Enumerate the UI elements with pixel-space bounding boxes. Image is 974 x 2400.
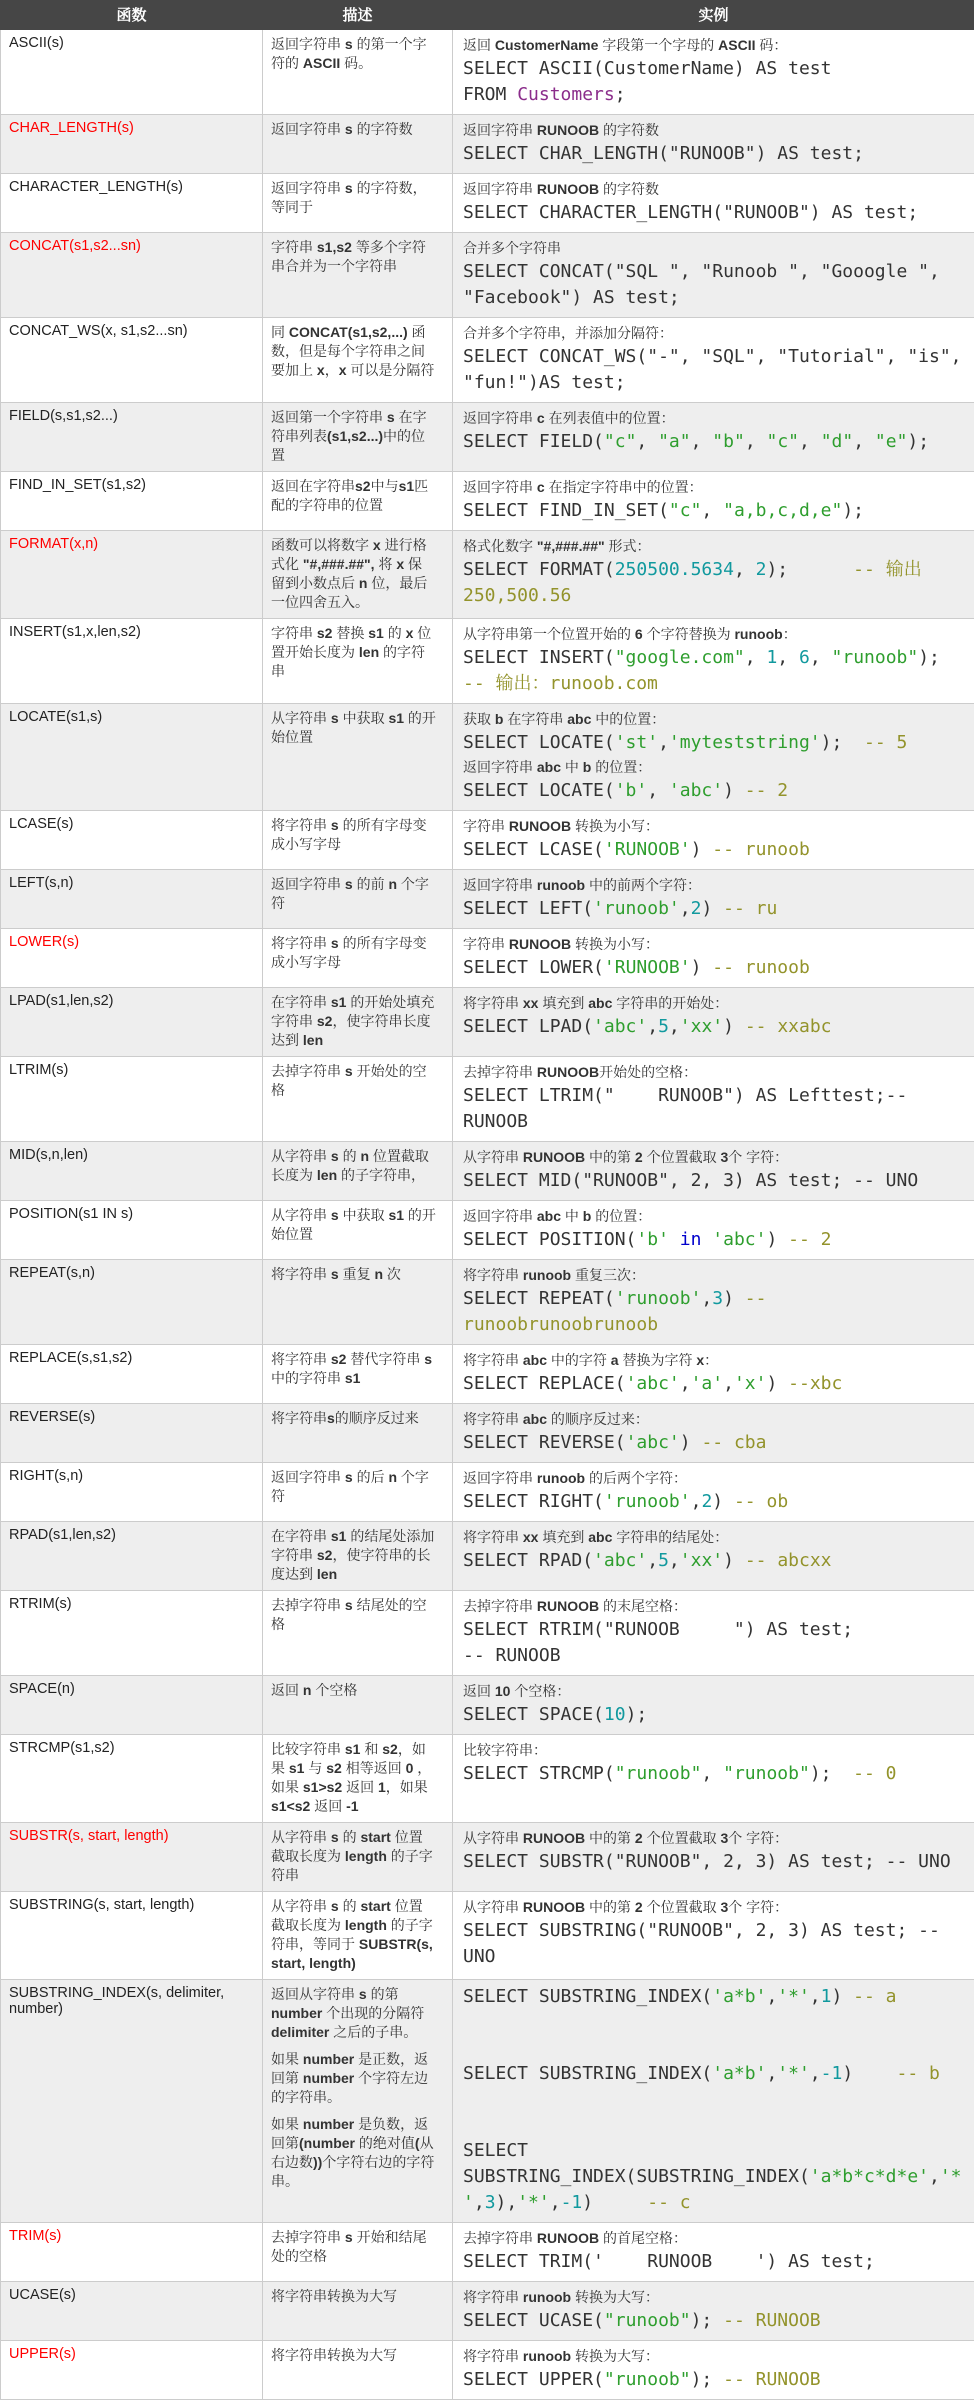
- function-cell: [1, 1260, 263, 1345]
- table-row: [1, 1823, 974, 1892]
- table-row: [1, 929, 974, 988]
- description-text: 比较字符串 s1 和 s2，如果 s1 与 s2 相等返回 0 ，如果 s1>s2 返回 1，如果 s1<s2 返回 -1: [271, 1740, 436, 1816]
- example-code-line: SELECT TRIM(' RUNOOB ') AS test;: [463, 2249, 966, 2274]
- description-cell: [263, 1345, 453, 1404]
- description-cell: [263, 1057, 453, 1142]
- example-code-line: SELECT REPEAT('runoob',3) --: [463, 1286, 966, 1311]
- example-cell: [453, 1142, 974, 1201]
- example-cell: [453, 30, 974, 115]
- function-name: LCASE(s): [9, 816, 73, 832]
- example-text-line: 将字符串 abc 中的字符 a 替换为字符 x：: [463, 1351, 966, 1370]
- example-cell: [453, 1980, 974, 2223]
- function-cell: [1, 531, 263, 619]
- example-code-line: SELECT LEFT('runoob',2) -- ru: [463, 896, 966, 921]
- table-row: [1, 2223, 974, 2282]
- description-cell: [263, 2282, 453, 2341]
- example-code-line: SELECT RIGHT('runoob',2) -- ob: [463, 1489, 966, 1514]
- description-cell: [263, 1676, 453, 1735]
- example-text-line: 将字符串 abc 的顺序反过来：: [463, 1410, 966, 1429]
- table-row: [1, 1057, 974, 1142]
- example-cell: [453, 988, 974, 1057]
- example-code-line: "Facebook") AS test;: [463, 285, 966, 310]
- function-name: REVERSE(s): [9, 1409, 95, 1425]
- example-code-line: UNO: [463, 1944, 966, 1969]
- function-cell: [1, 2341, 263, 2400]
- table-row: [1, 1142, 974, 1201]
- example-text-line: 返回字符串 c 在指定字符串中的位置：: [463, 478, 966, 497]
- description-text: 将字符串 s 的所有字母变成小写字母: [271, 934, 436, 972]
- example-code-line: SELECT RTRIM("RUNOOB ") AS test;: [463, 1617, 966, 1642]
- description-text: 从字符串 s 的 start 位置截取长度为 length 的子字符串: [271, 1828, 436, 1885]
- example-cell: [453, 704, 974, 811]
- description-text: 在字符串 s1 的开始处填充字符串 s2，使字符串长度达到 len: [271, 993, 436, 1050]
- function-name: REPEAT(s,n): [9, 1265, 95, 1281]
- description-text: 函数可以将数字 x 进行格式化 "#,###.##", 将 x 保留到小数点后 n 位，最后一位四舍五入。: [271, 536, 436, 612]
- function-name: SUBSTRING_INDEX(s, delimiter, number): [9, 1985, 224, 2017]
- description-text: 返回从字符串 s 的第 number 个出现的分隔符 delimiter 之后的子串。: [271, 1985, 436, 2042]
- example-text-line: 返回字符串 abc 中 b 的位置：: [463, 758, 966, 777]
- description-text: 返回字符串 s 的后 n 个字符: [271, 1468, 436, 1506]
- example-code-line: SELECT RPAD('abc',5,'xx') -- abcxx: [463, 1548, 966, 1573]
- example-text-line: 返回字符串 runoob 的后两个字符：: [463, 1469, 966, 1488]
- table-row: [1, 1735, 974, 1823]
- function-cell: [1, 1980, 263, 2223]
- function-name: LEFT(s,n): [9, 875, 73, 891]
- description-text: 返回字符串 s 的前 n 个字符: [271, 875, 436, 913]
- function-name: LOCATE(s1,s): [9, 709, 102, 725]
- description-text: 字符串 s2 替换 s1 的 x 位置开始长度为 len 的字符串: [271, 624, 436, 681]
- table-row: [1, 1345, 974, 1404]
- example-code-line: SELECT FIELD("c", "a", "b", "c", "d", "e");: [463, 429, 966, 454]
- table-header-row: [1, 1, 974, 30]
- example-text-line: 将字符串 xx 填充到 abc 字符串的开始处：: [463, 994, 966, 1013]
- description-cell: [263, 472, 453, 531]
- example-code-line: SELECT POSITION('b' in 'abc') -- 2: [463, 1227, 966, 1252]
- description-text: 返回字符串 s 的第一个字符的 ASCII 码。: [271, 35, 436, 73]
- function-name: FIELD(s,s1,s2...): [9, 408, 118, 424]
- function-cell: [1, 1057, 263, 1142]
- description-text: 从字符串 s 的 n 位置截取长度为 len 的子字符串，: [271, 1147, 436, 1185]
- example-cell: [453, 2341, 974, 2400]
- description-cell: [263, 318, 453, 403]
- table-body: [1, 30, 974, 2400]
- function-cell: [1, 1823, 263, 1892]
- function-cell: [1, 929, 263, 988]
- table-row: [1, 2282, 974, 2341]
- example-cell: [453, 929, 974, 988]
- example-code-line: SELECT SPACE(10);: [463, 1702, 966, 1727]
- function-cell: [1, 403, 263, 472]
- example-cell: [453, 1463, 974, 1522]
- function-cell: [1, 1591, 263, 1676]
- example-code-line: SELECT SUBSTRING("RUNOOB", 2, 3) AS test; --: [463, 1918, 966, 1943]
- description-text: 字符串 s1,s2 等多个字符串合并为一个字符串: [271, 238, 436, 276]
- function-cell: [1, 1735, 263, 1823]
- table-row: [1, 115, 974, 174]
- description-cell: [263, 1892, 453, 1980]
- function-cell: [1, 988, 263, 1057]
- table-row: [1, 174, 974, 233]
- description-cell: [263, 1591, 453, 1676]
- function-cell: [1, 811, 263, 870]
- function-cell: [1, 174, 263, 233]
- description-cell: [263, 704, 453, 811]
- example-code-line: SELECT REVERSE('abc') -- cba: [463, 1430, 966, 1455]
- function-name: UPPER(s): [9, 2346, 76, 2362]
- example-code-line: SELECT LOCATE('st','myteststring'); -- 5: [463, 730, 966, 755]
- description-cell: [263, 531, 453, 619]
- example-cell: [453, 1057, 974, 1142]
- spacer: [463, 2112, 966, 2137]
- spacer: [463, 2035, 966, 2060]
- example-code-line: FROM Customers;: [463, 82, 966, 107]
- example-cell: [453, 174, 974, 233]
- table-row: [1, 1404, 974, 1463]
- example-cell: [453, 472, 974, 531]
- description-cell: [263, 1823, 453, 1892]
- example-cell: [453, 2282, 974, 2341]
- example-code-line: SELECT SUBSTR("RUNOOB", 2, 3) AS test; -- UNO: [463, 1849, 966, 1874]
- table-row: [1, 1522, 974, 1591]
- function-name: SUBSTR(s, start, length): [9, 1828, 169, 1844]
- description-text: 从字符串 s 中获取 s1 的开始位置: [271, 1206, 436, 1244]
- function-name: RPAD(s1,len,s2): [9, 1527, 116, 1543]
- description-cell: [263, 174, 453, 233]
- table-row: [1, 2341, 974, 2400]
- function-name: FORMAT(x,n): [9, 536, 98, 552]
- table-row: [1, 1591, 974, 1676]
- example-code-line: SELECT STRCMP("runoob", "runoob"); -- 0: [463, 1761, 966, 1786]
- example-text-line: 从字符串 RUNOOB 中的第 2 个位置截取 3个 字符：: [463, 1898, 966, 1917]
- table-row: [1, 619, 974, 704]
- example-text-line: 比较字符串：: [463, 1741, 966, 1760]
- function-cell: [1, 2223, 263, 2282]
- table-row: [1, 1201, 974, 1260]
- description-text: 在字符串 s1 的结尾处添加字符串 s2，使字符串的长度达到 len: [271, 1527, 436, 1584]
- description-cell: [263, 1142, 453, 1201]
- example-code-line: SELECT LTRIM(" RUNOOB") AS Lefttest;--: [463, 1083, 966, 1108]
- function-name: LPAD(s1,len,s2): [9, 993, 114, 1009]
- example-code-line: 250,500.56: [463, 583, 966, 608]
- description-cell: [263, 1201, 453, 1260]
- example-code-line: SUBSTRING_INDEX(SUBSTRING_INDEX('a*b*c*d*e','*: [463, 2164, 966, 2189]
- function-cell: [1, 1463, 263, 1522]
- table-row: [1, 1676, 974, 1735]
- description-text: 返回字符串 s 的字符数: [271, 120, 436, 139]
- description-text: 去掉字符串 s 开始和结尾处的空格: [271, 2228, 436, 2266]
- example-code-line: -- 输出：runoob.com: [463, 671, 966, 696]
- table-row: [1, 1463, 974, 1522]
- function-cell: [1, 704, 263, 811]
- spacer: [463, 2087, 966, 2112]
- example-text-line: 字符串 RUNOOB 转换为小写：: [463, 935, 966, 954]
- example-code-line: SELECT CONCAT("SQL ", "Runoob ", "Gooogle ",: [463, 259, 966, 284]
- example-text-line: 合并多个字符串，并添加分隔符：: [463, 324, 966, 343]
- table-row: [1, 30, 974, 115]
- table-row: [1, 1260, 974, 1345]
- example-cell: [453, 870, 974, 929]
- header-example: 实例: [453, 1, 974, 30]
- example-code-line: SELECT FORMAT(250500.5634, 2); -- 输出: [463, 557, 966, 582]
- example-code-line: runoobrunoobrunoob: [463, 1312, 966, 1337]
- function-name: ASCII(s): [9, 35, 64, 51]
- function-name: CHARACTER_LENGTH(s): [9, 179, 183, 195]
- description-text: 将字符串 s2 替代字符串 s 中的字符串 s1: [271, 1350, 436, 1388]
- function-cell: [1, 2282, 263, 2341]
- description-text: 去掉字符串 s 结尾处的空格: [271, 1596, 436, 1634]
- description-text: 返回 n 个空格: [271, 1681, 436, 1700]
- function-cell: [1, 1404, 263, 1463]
- description-text: 同 CONCAT(s1,s2,...) 函数，但是每个字符串之间要加上 x，x 可以是分隔符: [271, 323, 436, 380]
- example-text-line: 返回字符串 runoob 中的前两个字符：: [463, 876, 966, 895]
- description-cell: [263, 1260, 453, 1345]
- example-text-line: 合并多个字符串: [463, 239, 966, 258]
- function-cell: [1, 1142, 263, 1201]
- description-text: 将字符串s的顺序反过来: [271, 1409, 436, 1428]
- function-name: CONCAT(s1,s2...sn): [9, 238, 141, 254]
- example-code-line: SELECT: [463, 2138, 966, 2163]
- example-text-line: 返回 10 个空格：: [463, 1682, 966, 1701]
- example-code-line: SELECT CHARACTER_LENGTH("RUNOOB") AS test;: [463, 200, 966, 225]
- function-cell: [1, 1676, 263, 1735]
- example-text-line: 返回字符串 RUNOOB 的字符数: [463, 121, 966, 140]
- example-text-line: 去掉字符串 RUNOOB开始处的空格：: [463, 1063, 966, 1082]
- example-code-line: -- RUNOOB: [463, 1643, 966, 1668]
- function-name: LOWER(s): [9, 934, 79, 950]
- example-code-line: SELECT CHAR_LENGTH("RUNOOB") AS test;: [463, 141, 966, 166]
- example-code-line: SELECT UPPER("runoob"); -- RUNOOB: [463, 2367, 966, 2392]
- table-row: [1, 870, 974, 929]
- description-cell: [263, 403, 453, 472]
- example-text-line: 将字符串 runoob 重复三次：: [463, 1266, 966, 1285]
- example-cell: [453, 2223, 974, 2282]
- example-code-line: SELECT INSERT("google.com", 1, 6, "runoob");: [463, 645, 966, 670]
- example-cell: [453, 1676, 974, 1735]
- description-cell: [263, 2341, 453, 2400]
- function-cell: [1, 1201, 263, 1260]
- example-cell: [453, 1260, 974, 1345]
- description-text: 如果 number 是正数，返回第 number 个字符左边的字符串。: [271, 2050, 436, 2107]
- table-row: [1, 1980, 974, 2223]
- description-cell: [263, 1522, 453, 1591]
- example-code-line: ',3),'*',-1) -- c: [463, 2190, 966, 2215]
- header-function: 函数: [1, 1, 263, 30]
- example-code-line: RUNOOB: [463, 1109, 966, 1134]
- example-cell: [453, 619, 974, 704]
- description-text: 将字符串 s 重复 n 次: [271, 1265, 436, 1284]
- example-text-line: 将字符串 runoob 转换为大写：: [463, 2288, 966, 2307]
- function-name: TRIM(s): [9, 2228, 61, 2244]
- function-name: MID(s,n,len): [9, 1147, 88, 1163]
- description-cell: [263, 115, 453, 174]
- example-text-line: 格式化数字 "#,###.##" 形式：: [463, 537, 966, 556]
- table-row: [1, 233, 974, 318]
- example-text-line: 将字符串 xx 填充到 abc 字符串的结尾处：: [463, 1528, 966, 1547]
- example-cell: [453, 1735, 974, 1823]
- table-row: [1, 318, 974, 403]
- function-cell: [1, 115, 263, 174]
- description-text: 从字符串 s 的 start 位置截取长度为 length 的子字符串，等同于 SUBSTR(s, start, length): [271, 1897, 436, 1973]
- description-cell: [263, 233, 453, 318]
- function-name: RIGHT(s,n): [9, 1468, 83, 1484]
- table-row: [1, 403, 974, 472]
- example-cell: [453, 1404, 974, 1463]
- function-cell: [1, 870, 263, 929]
- function-name: LTRIM(s): [9, 1062, 68, 1078]
- description-text: 返回第一个字符串 s 在字符串列表(s1,s2...)中的位置: [271, 408, 436, 465]
- table-row: [1, 704, 974, 811]
- example-code-line: SELECT UCASE("runoob"); -- RUNOOB: [463, 2308, 966, 2333]
- example-text-line: 去掉字符串 RUNOOB 的末尾空格：: [463, 1597, 966, 1616]
- function-name: REPLACE(s,s1,s2): [9, 1350, 132, 1366]
- example-text-line: 返回字符串 abc 中 b 的位置：: [463, 1207, 966, 1226]
- example-cell: [453, 1345, 974, 1404]
- example-code-line: SELECT LOWER('RUNOOB') -- runoob: [463, 955, 966, 980]
- description-text: 将字符串 s 的所有字母变成小写字母: [271, 816, 436, 854]
- example-code-line: SELECT CONCAT_WS("-", "SQL", "Tutorial", "is",: [463, 344, 966, 369]
- function-name: STRCMP(s1,s2): [9, 1740, 115, 1756]
- function-cell: [1, 233, 263, 318]
- spacer: [463, 2010, 966, 2035]
- description-text: 去掉字符串 s 开始处的空格: [271, 1062, 436, 1100]
- description-text: 返回在字符串s2中与s1匹配的字符串的位置: [271, 477, 436, 515]
- example-text-line: 去掉字符串 RUNOOB 的首尾空格：: [463, 2229, 966, 2248]
- example-cell: [453, 1201, 974, 1260]
- function-name: FIND_IN_SET(s1,s2): [9, 477, 146, 493]
- example-text-line: 返回字符串 c 在列表值中的位置：: [463, 409, 966, 428]
- description-text: 将字符串转换为大写: [271, 2287, 436, 2306]
- description-text: 如果 number 是负数，返回第(number 的绝对值(从右边数))个字符右边的字符串。: [271, 2115, 436, 2191]
- example-text-line: 返回字符串 RUNOOB 的字符数: [463, 180, 966, 199]
- example-cell: [453, 115, 974, 174]
- description-text: 将字符串转换为大写: [271, 2346, 436, 2365]
- description-cell: [263, 1404, 453, 1463]
- description-cell: [263, 1980, 453, 2223]
- description-cell: [263, 811, 453, 870]
- description-cell: [263, 2223, 453, 2282]
- example-code-line: SELECT LOCATE('b', 'abc') -- 2: [463, 778, 966, 803]
- example-text-line: 从字符串 RUNOOB 中的第 2 个位置截取 3个 字符：: [463, 1829, 966, 1848]
- example-code-line: SELECT SUBSTRING_INDEX('a*b','*',1) -- a: [463, 1984, 966, 2009]
- example-code-line: SELECT ASCII(CustomerName) AS test: [463, 56, 966, 81]
- example-code-line: "fun!")AS test;: [463, 370, 966, 395]
- example-cell: [453, 811, 974, 870]
- example-code-line: SELECT MID("RUNOOB", 2, 3) AS test; -- UNO: [463, 1168, 966, 1193]
- example-text-line: 获取 b 在字符串 abc 中的位置：: [463, 710, 966, 729]
- function-name: SUBSTRING(s, start, length): [9, 1897, 194, 1913]
- function-cell: [1, 619, 263, 704]
- function-cell: [1, 472, 263, 531]
- example-text-line: 字符串 RUNOOB 转换为小写：: [463, 817, 966, 836]
- example-code-line: SELECT REPLACE('abc','a','x') --xbc: [463, 1371, 966, 1396]
- function-name: CHAR_LENGTH(s): [9, 120, 134, 136]
- function-cell: [1, 1345, 263, 1404]
- example-code-line: SELECT FIND_IN_SET("c", "a,b,c,d,e");: [463, 498, 966, 523]
- function-cell: [1, 1522, 263, 1591]
- example-cell: [453, 531, 974, 619]
- function-name: SPACE(n): [9, 1681, 75, 1697]
- header-description: 描述: [263, 1, 453, 30]
- description-cell: [263, 30, 453, 115]
- function-cell: [1, 318, 263, 403]
- example-code-line: SELECT LCASE('RUNOOB') -- runoob: [463, 837, 966, 862]
- description-cell: [263, 929, 453, 988]
- function-cell: [1, 30, 263, 115]
- example-cell: [453, 318, 974, 403]
- example-cell: [453, 1591, 974, 1676]
- function-name: RTRIM(s): [9, 1596, 72, 1612]
- description-cell: [263, 870, 453, 929]
- description-text: 从字符串 s 中获取 s1 的开始位置: [271, 709, 436, 747]
- example-cell: [453, 1522, 974, 1591]
- table-row: [1, 988, 974, 1057]
- function-name: CONCAT_WS(x, s1,s2...sn): [9, 323, 188, 339]
- table-row: [1, 472, 974, 531]
- description-cell: [263, 619, 453, 704]
- function-name: UCASE(s): [9, 2287, 76, 2303]
- example-code-line: SELECT SUBSTRING_INDEX('a*b','*',-1) -- b: [463, 2061, 966, 2086]
- table-row: [1, 531, 974, 619]
- example-text-line: 从字符串 RUNOOB 中的第 2 个位置截取 3个 字符：: [463, 1148, 966, 1167]
- example-text-line: 返回 CustomerName 字段第一个字母的 ASCII 码：: [463, 36, 966, 55]
- example-cell: [453, 1892, 974, 1980]
- example-cell: [453, 233, 974, 318]
- description-cell: [263, 1463, 453, 1522]
- example-cell: [453, 403, 974, 472]
- example-text-line: 从字符串第一个位置开始的 6 个字符替换为 runoob：: [463, 625, 966, 644]
- description-text: 返回字符串 s 的字符数，等同于: [271, 179, 436, 217]
- description-cell: [263, 1735, 453, 1823]
- example-cell: [453, 1823, 974, 1892]
- example-text-line: 将字符串 runoob 转换为大写：: [463, 2347, 966, 2366]
- table-row: [1, 1892, 974, 1980]
- function-cell: [1, 1892, 263, 1980]
- function-name: INSERT(s1,x,len,s2): [9, 624, 141, 640]
- example-code-line: SELECT LPAD('abc',5,'xx') -- xxabc: [463, 1014, 966, 1039]
- description-cell: [263, 988, 453, 1057]
- function-name: POSITION(s1 IN s): [9, 1206, 133, 1222]
- table-row: [1, 811, 974, 870]
